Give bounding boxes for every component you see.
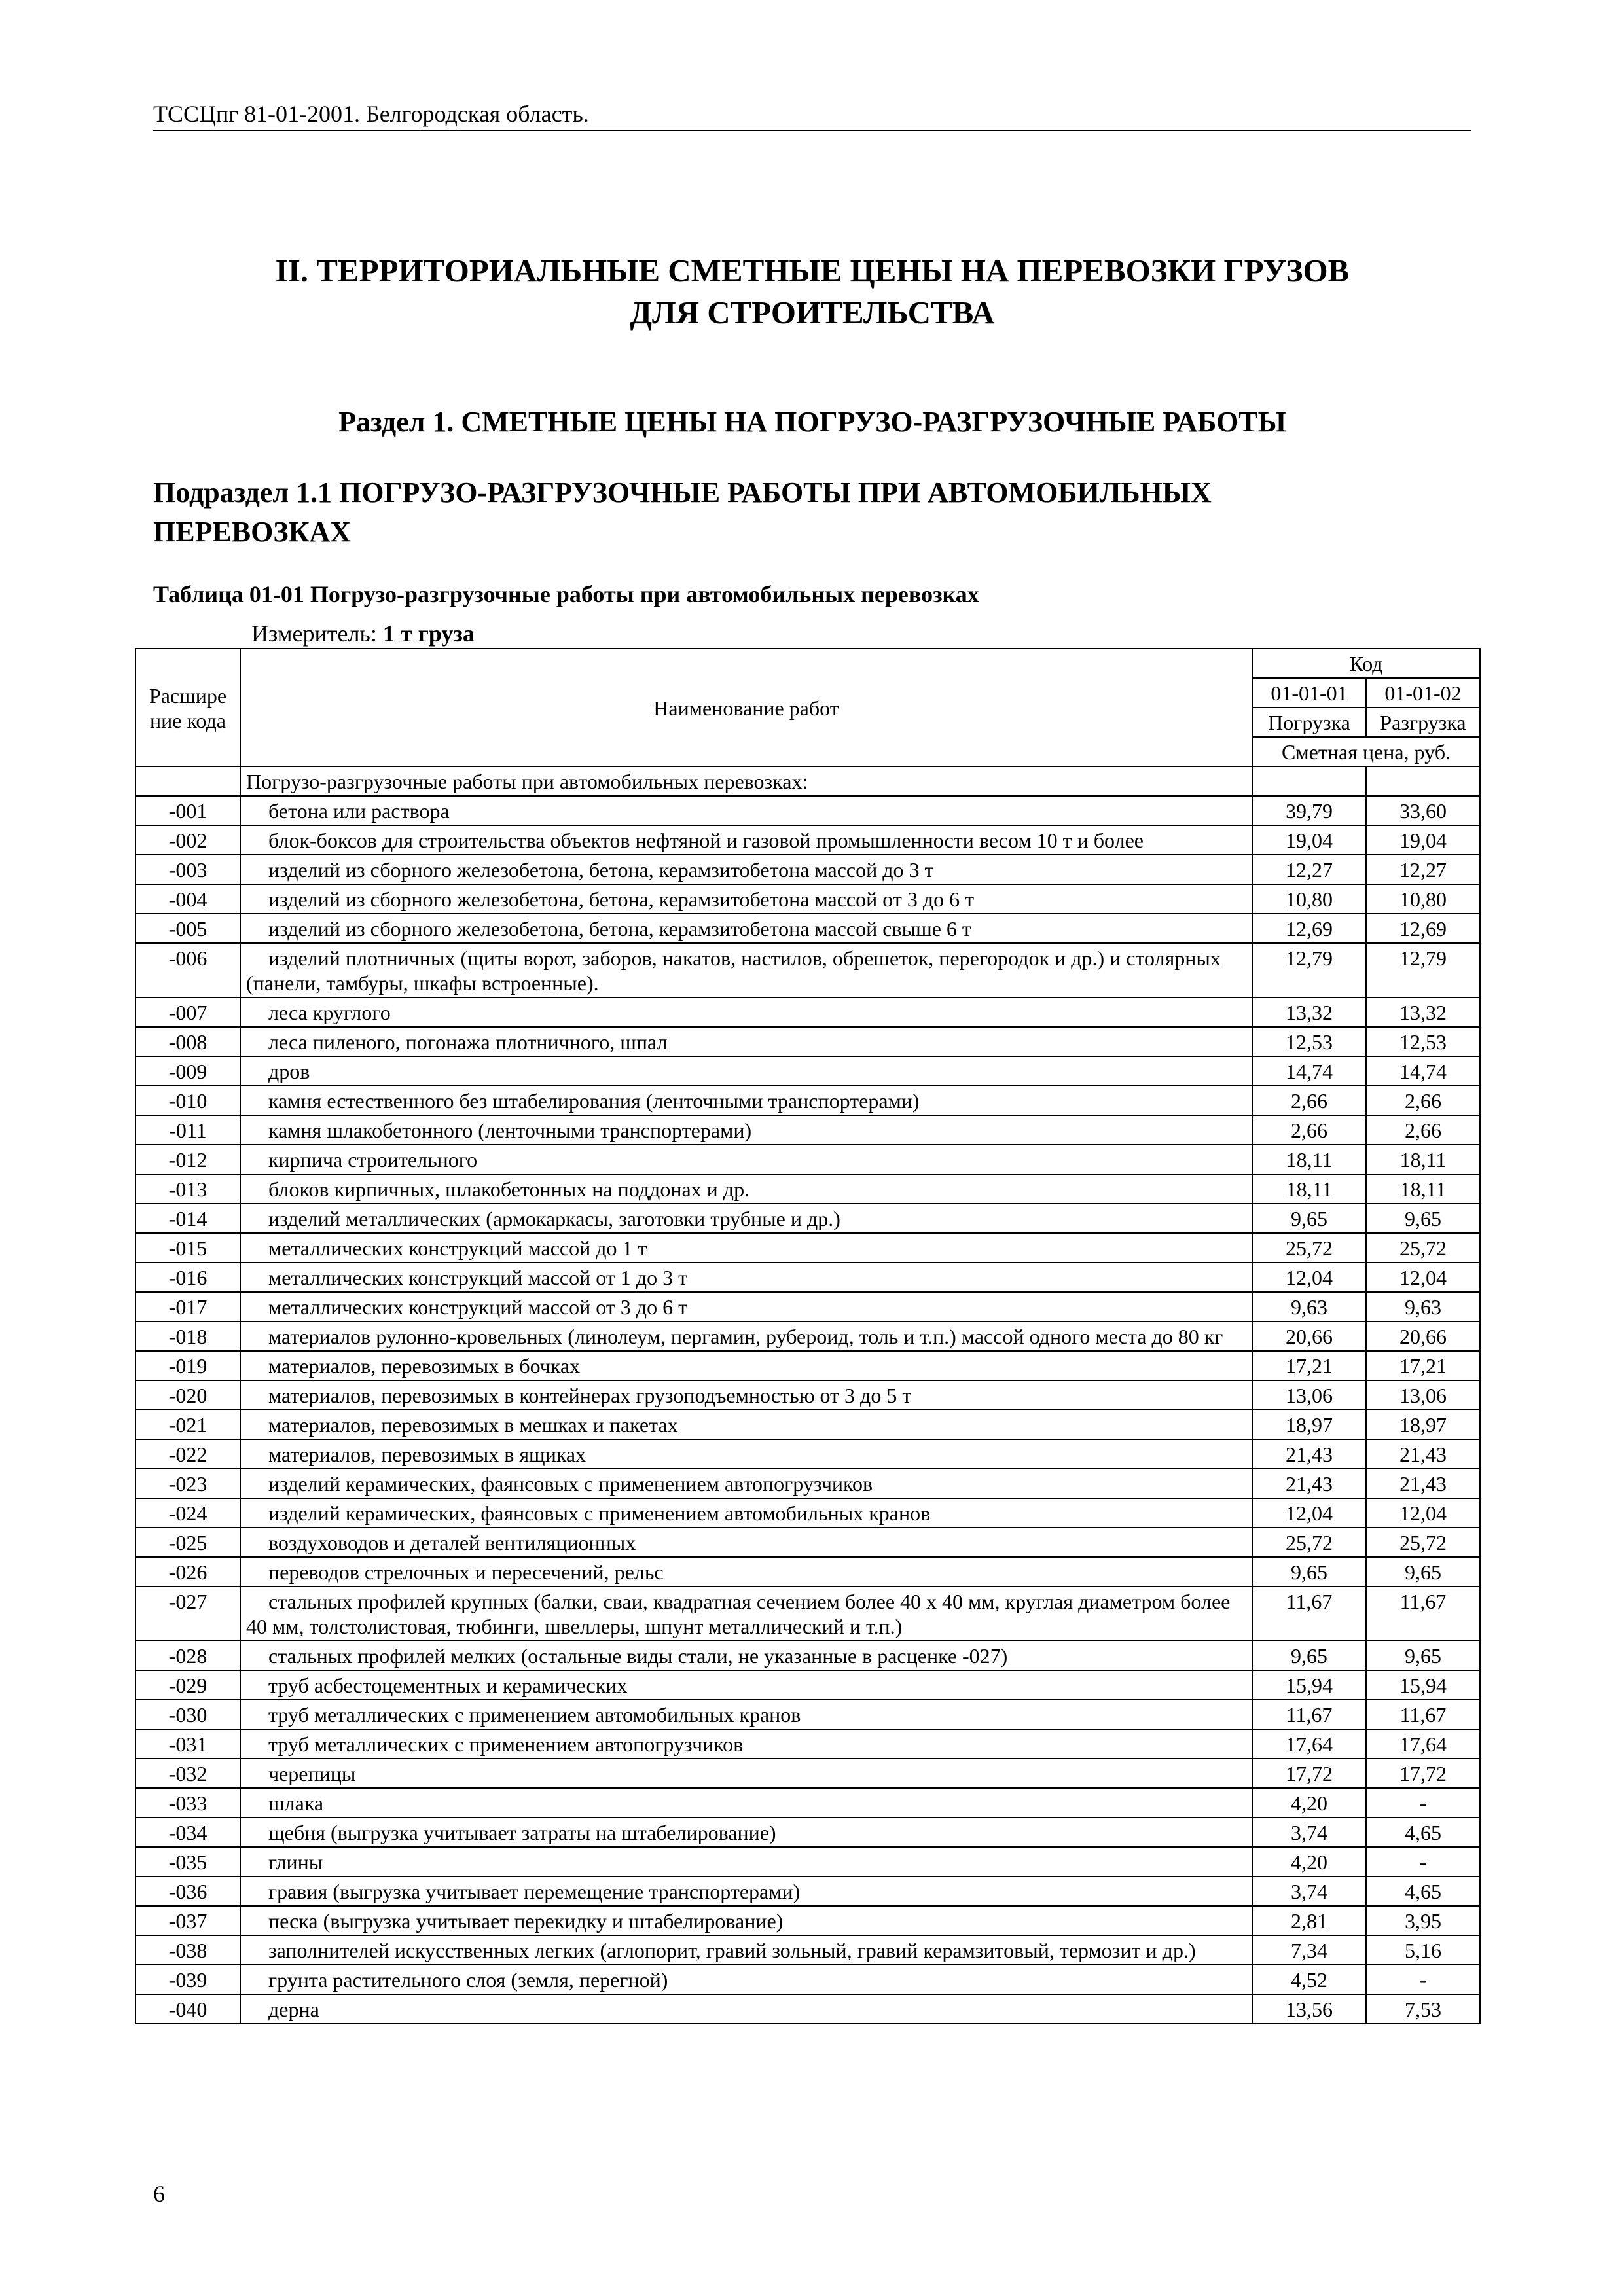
table-row <box>135 1847 1480 1876</box>
row-work-name: дров <box>240 1056 1252 1086</box>
table-row <box>135 1439 1480 1469</box>
row-unloading-price: 19,04 <box>1366 825 1480 855</box>
row-code: -033 <box>135 1788 240 1818</box>
row-code: -032 <box>135 1759 240 1788</box>
row-work-name: шлака <box>240 1788 1252 1818</box>
row-unloading-price: 20,66 <box>1366 1321 1480 1351</box>
row-work-name: бетона или раствора <box>240 796 1252 825</box>
header-loading: Погрузка <box>1252 708 1366 737</box>
row-unloading-price: 3,95 <box>1366 1906 1480 1935</box>
row-unloading-price: 5,16 <box>1366 1935 1480 1965</box>
table-row <box>135 1321 1480 1351</box>
table-body <box>135 766 1480 2024</box>
subsection-title-line2: ПЕРЕВОЗКАХ <box>153 516 352 548</box>
table-row <box>135 1469 1480 1498</box>
row-code: -039 <box>135 1965 240 1994</box>
row-work-name: камня естественного без штабелирования (ленточными транспортерами) <box>240 1086 1252 1115</box>
row-unloading-price: 12,04 <box>1366 1498 1480 1528</box>
row-work-name: металлических конструкций массой от 1 до 3 т <box>240 1263 1252 1292</box>
row-work-name: изделий металлических (армокаркасы, заготовки трубные и др.) <box>240 1204 1252 1233</box>
measure-value: 1 т груза <box>382 620 475 647</box>
table-header <box>135 649 1480 766</box>
table-row <box>135 1729 1480 1759</box>
table-row <box>135 1700 1480 1729</box>
row-code: -035 <box>135 1847 240 1876</box>
row-code: -026 <box>135 1557 240 1587</box>
chapter-title-line1: II. ТЕРРИТОРИАЛЬНЫЕ СМЕТНЫЕ ЦЕНЫ НА ПЕРЕВОЗКИ ГРУЗОВ <box>275 253 1350 289</box>
table-row <box>135 1641 1480 1670</box>
row-unloading-price: 18,11 <box>1366 1145 1480 1174</box>
row-loading-price: 12,79 <box>1252 943 1366 997</box>
row-code: -022 <box>135 1439 240 1469</box>
row-code: -020 <box>135 1380 240 1410</box>
section-title: Раздел 1. СМЕТНЫЕ ЦЕНЫ НА ПОГРУЗО-РАЗГРУЗОЧНЫЕ РАБОТЫ <box>338 406 1286 438</box>
row-code: -002 <box>135 825 240 855</box>
header-code-extension <box>135 649 240 766</box>
row-unloading-price: 10,80 <box>1366 884 1480 914</box>
row-code: -008 <box>135 1027 240 1056</box>
header-unloading: Разгрузка <box>1366 708 1480 737</box>
row-code: -006 <box>135 943 240 997</box>
table-row <box>135 1204 1480 1233</box>
row-work-name: гравия (выгрузка учитывает перемещение транспортерами) <box>240 1876 1252 1906</box>
row-code: -017 <box>135 1292 240 1321</box>
row-work-name: материалов, перевозимых в ящиках <box>240 1439 1252 1469</box>
row-work-name: леса пиленого, погонажа плотничного, шпал <box>240 1027 1252 1056</box>
row-loading-price: 2,66 <box>1252 1115 1366 1145</box>
chapter-title <box>153 250 1471 334</box>
row-work-name: изделий керамических, фаянсовых с применением автопогрузчиков <box>240 1469 1252 1498</box>
row-work-name: материалов рулонно-кровельных (линолеум, пергамин, рубероид, толь и т.п.) массой одного места до 80 кг <box>240 1321 1252 1351</box>
row-work-name: изделий из сборного железобетона, бетона, керамзитобетона массой свыше 6 т <box>240 914 1252 943</box>
row-code: -001 <box>135 796 240 825</box>
row-loading-price: 4,20 <box>1252 1847 1366 1876</box>
row-loading-price: 18,11 <box>1252 1174 1366 1204</box>
row-code: -009 <box>135 1056 240 1086</box>
row-loading-price: 21,43 <box>1252 1469 1366 1498</box>
row-loading-price: 15,94 <box>1252 1670 1366 1700</box>
row-loading-price: 19,04 <box>1252 825 1366 855</box>
header-code: Код <box>1252 649 1480 678</box>
row-unloading-price: 4,65 <box>1366 1818 1480 1847</box>
table-row <box>135 1587 1480 1641</box>
row-unloading-price: 12,79 <box>1366 943 1480 997</box>
header-code-extension-line2: ние кода <box>150 708 226 732</box>
group-load-cell <box>1252 766 1366 796</box>
row-loading-price: 9,65 <box>1252 1557 1366 1587</box>
row-work-name: материалов, перевозимых в контейнерах грузоподъемностью от 3 до 5 т <box>240 1380 1252 1410</box>
row-code: -024 <box>135 1498 240 1528</box>
row-unloading-price: 18,97 <box>1366 1410 1480 1439</box>
row-loading-price: 14,74 <box>1252 1056 1366 1086</box>
row-loading-price: 17,21 <box>1252 1351 1366 1380</box>
row-work-name: воздуховодов и деталей вентиляционных <box>240 1528 1252 1557</box>
row-loading-price: 9,65 <box>1252 1204 1366 1233</box>
row-unloading-price: - <box>1366 1965 1480 1994</box>
row-unloading-price: 7,53 <box>1366 1994 1480 2024</box>
row-work-name: дерна <box>240 1994 1252 2024</box>
row-code: -005 <box>135 914 240 943</box>
row-loading-price: 39,79 <box>1252 796 1366 825</box>
row-loading-price: 25,72 <box>1252 1528 1366 1557</box>
row-loading-price: 13,06 <box>1252 1380 1366 1410</box>
table-row <box>135 1145 1480 1174</box>
measure-label: Измеритель: <box>251 620 377 647</box>
row-loading-price: 2,81 <box>1252 1906 1366 1935</box>
row-code: -015 <box>135 1233 240 1263</box>
row-work-name: заполнителей искусственных легких (аглопорит, гравий зольный, гравий керамзитовый, термозит и др.) <box>240 1935 1252 1965</box>
table-row <box>135 943 1480 997</box>
table-row <box>135 796 1480 825</box>
table-row <box>135 1670 1480 1700</box>
row-loading-price: 18,11 <box>1252 1145 1366 1174</box>
header-code-extension-line1: Расшире <box>149 683 227 708</box>
row-code: -007 <box>135 997 240 1027</box>
row-work-name: грунта растительного слоя (земля, перегной) <box>240 1965 1252 1994</box>
row-work-name: песка (выгрузка учитывает перекидку и штабелирование) <box>240 1906 1252 1935</box>
header-price-note: Сметная цена, руб. <box>1252 737 1480 766</box>
row-unloading-price: 12,69 <box>1366 914 1480 943</box>
measure-unit <box>251 619 475 648</box>
row-work-name: изделий из сборного железобетона, бетона, керамзитобетона массой от 3 до 6 т <box>240 884 1252 914</box>
table-row <box>135 1498 1480 1528</box>
row-loading-price: 4,20 <box>1252 1788 1366 1818</box>
row-code: -030 <box>135 1700 240 1729</box>
row-loading-price: 12,27 <box>1252 855 1366 884</box>
row-code: -040 <box>135 1994 240 2024</box>
row-work-name: черепицы <box>240 1759 1252 1788</box>
table-row <box>135 1994 1480 2024</box>
row-code: -028 <box>135 1641 240 1670</box>
row-unloading-price: 25,72 <box>1366 1233 1480 1263</box>
row-loading-price: 12,53 <box>1252 1027 1366 1056</box>
row-code: -016 <box>135 1263 240 1292</box>
row-unloading-price: 2,66 <box>1366 1086 1480 1115</box>
row-unloading-price: 9,65 <box>1366 1204 1480 1233</box>
table-row <box>135 884 1480 914</box>
row-work-name: металлических конструкций массой до 1 т <box>240 1233 1252 1263</box>
row-loading-price: 17,72 <box>1252 1759 1366 1788</box>
row-unloading-price: 21,43 <box>1366 1469 1480 1498</box>
row-unloading-price: - <box>1366 1788 1480 1818</box>
subsection-title <box>153 473 1397 552</box>
table-row <box>135 1233 1480 1263</box>
table-row <box>135 1876 1480 1906</box>
row-work-name: материалов, перевозимых в мешках и пакетах <box>240 1410 1252 1439</box>
table-row <box>135 914 1480 943</box>
row-loading-price: 9,63 <box>1252 1292 1366 1321</box>
table-row <box>135 1115 1480 1145</box>
subsection-title-line1: Подраздел 1.1 ПОГРУЗО-РАЗГРУЗОЧНЫЕ РАБОТЫ ПРИ АВТОМОБИЛЬНЫХ <box>153 476 1212 509</box>
table-row <box>135 825 1480 855</box>
row-work-name: изделий плотничных (щиты ворот, заборов, накатов, настилов, обрешеток, перегородок и др.) и столярных (панели, тамбуры, шкафы встроенные). <box>240 943 1252 997</box>
row-unloading-price: 15,94 <box>1366 1670 1480 1700</box>
table-row <box>135 1086 1480 1115</box>
row-unloading-price: 11,67 <box>1366 1587 1480 1641</box>
running-header: ТССЦпг 81-01-2001. Белгородская область. <box>153 99 1471 131</box>
row-work-name: камня шлакобетонного (ленточными транспортерами) <box>240 1115 1252 1145</box>
row-unloading-price: 17,64 <box>1366 1729 1480 1759</box>
row-unloading-price: 12,27 <box>1366 855 1480 884</box>
row-loading-price: 13,32 <box>1252 997 1366 1027</box>
row-work-name: труб металлических с применением автопогрузчиков <box>240 1729 1252 1759</box>
table-caption: Таблица 01-01 Погрузо-разгрузочные работы при автомобильных перевозках <box>153 581 979 607</box>
row-work-name: изделий керамических, фаянсовых с применением автомобильных кранов <box>240 1498 1252 1528</box>
row-code: -031 <box>135 1729 240 1759</box>
price-table <box>135 648 1481 2024</box>
row-unloading-price: 17,72 <box>1366 1759 1480 1788</box>
row-work-name: кирпича строительного <box>240 1145 1252 1174</box>
row-loading-price: 2,66 <box>1252 1086 1366 1115</box>
row-unloading-price: 18,11 <box>1366 1174 1480 1204</box>
row-code: -003 <box>135 855 240 884</box>
row-unloading-price: 13,06 <box>1366 1380 1480 1410</box>
row-code: -010 <box>135 1086 240 1115</box>
row-loading-price: 12,04 <box>1252 1263 1366 1292</box>
table-row <box>135 997 1480 1027</box>
group-row <box>135 766 1480 796</box>
row-loading-price: 17,64 <box>1252 1729 1366 1759</box>
row-loading-price: 11,67 <box>1252 1700 1366 1729</box>
row-unloading-price: 9,65 <box>1366 1641 1480 1670</box>
header-code-01-01-02: 01-01-02 <box>1366 678 1480 708</box>
row-loading-price: 9,65 <box>1252 1641 1366 1670</box>
header-code-01-01-01: 01-01-01 <box>1252 678 1366 708</box>
row-work-name: блоков кирпичных, шлакобетонных на поддонах и др. <box>240 1174 1252 1204</box>
row-loading-price: 3,74 <box>1252 1818 1366 1847</box>
table-row <box>135 855 1480 884</box>
row-code: -018 <box>135 1321 240 1351</box>
row-unloading-price: 17,21 <box>1366 1351 1480 1380</box>
row-work-name: переводов стрелочных и пересечений, рельс <box>240 1557 1252 1587</box>
header-work-name: Наименование работ <box>240 649 1252 766</box>
row-loading-price: 10,80 <box>1252 884 1366 914</box>
table-row <box>135 1965 1480 1994</box>
table-row <box>135 1906 1480 1935</box>
row-loading-price: 12,04 <box>1252 1498 1366 1528</box>
table-row <box>135 1935 1480 1965</box>
row-unloading-price: - <box>1366 1847 1480 1876</box>
page-number: 6 <box>153 2181 165 2207</box>
row-loading-price: 12,69 <box>1252 914 1366 943</box>
table-row <box>135 1351 1480 1380</box>
group-unload-cell <box>1366 766 1480 796</box>
row-loading-price: 4,52 <box>1252 1965 1366 1994</box>
row-unloading-price: 9,63 <box>1366 1292 1480 1321</box>
table-row <box>135 1788 1480 1818</box>
row-unloading-price: 11,67 <box>1366 1700 1480 1729</box>
table-row <box>135 1818 1480 1847</box>
row-work-name: металлических конструкций массой от 3 до 6 т <box>240 1292 1252 1321</box>
row-loading-price: 21,43 <box>1252 1439 1366 1469</box>
row-loading-price: 13,56 <box>1252 1994 1366 2024</box>
row-code: -036 <box>135 1876 240 1906</box>
row-code: -013 <box>135 1174 240 1204</box>
chapter-title-line2: ДЛЯ СТРОИТЕЛЬСТВА <box>630 295 995 331</box>
row-unloading-price: 12,53 <box>1366 1027 1480 1056</box>
table-row <box>135 1557 1480 1587</box>
table-row <box>135 1410 1480 1439</box>
table-row <box>135 1528 1480 1557</box>
row-code: -027 <box>135 1587 240 1641</box>
row-loading-price: 25,72 <box>1252 1233 1366 1263</box>
row-code: -019 <box>135 1351 240 1380</box>
row-code: -004 <box>135 884 240 914</box>
row-unloading-price: 21,43 <box>1366 1439 1480 1469</box>
row-loading-price: 18,97 <box>1252 1410 1366 1439</box>
row-work-name: стальных профилей крупных (балки, сваи, квадратная сечением более 40 х 40 мм, круглая диаметром более 40 мм, толстолистовая, тюбинги, швеллеры, шпунт металлический и т.п.) <box>240 1587 1252 1641</box>
table-row <box>135 1056 1480 1086</box>
row-loading-price: 11,67 <box>1252 1587 1366 1641</box>
row-work-name: леса круглого <box>240 997 1252 1027</box>
row-loading-price: 20,66 <box>1252 1321 1366 1351</box>
row-code: -025 <box>135 1528 240 1557</box>
table-row <box>135 1292 1480 1321</box>
row-code: -014 <box>135 1204 240 1233</box>
row-work-name: блок-боксов для строительства объектов нефтяной и газовой промышленности весом 10 т и более <box>240 825 1252 855</box>
row-work-name: щебня (выгрузка учитывает затраты на штабелирование) <box>240 1818 1252 1847</box>
row-code: -037 <box>135 1906 240 1935</box>
row-work-name: глины <box>240 1847 1252 1876</box>
table-row <box>135 1174 1480 1204</box>
row-unloading-price: 14,74 <box>1366 1056 1480 1086</box>
row-code: -038 <box>135 1935 240 1965</box>
row-work-name: труб асбестоцементных и керамических <box>240 1670 1252 1700</box>
row-work-name: материалов, перевозимых в бочках <box>240 1351 1252 1380</box>
row-code: -023 <box>135 1469 240 1498</box>
group-label: Погрузо-разгрузочные работы при автомобильных перевозках: <box>240 766 1252 796</box>
row-loading-price: 3,74 <box>1252 1876 1366 1906</box>
group-code-cell <box>135 766 240 796</box>
row-code: -011 <box>135 1115 240 1145</box>
row-unloading-price: 33,60 <box>1366 796 1480 825</box>
row-code: -034 <box>135 1818 240 1847</box>
row-work-name: стальных профилей мелких (остальные виды стали, не указанные в расценке -027) <box>240 1641 1252 1670</box>
table-row <box>135 1759 1480 1788</box>
row-unloading-price: 2,66 <box>1366 1115 1480 1145</box>
row-unloading-price: 9,65 <box>1366 1557 1480 1587</box>
row-code: -021 <box>135 1410 240 1439</box>
row-code: -012 <box>135 1145 240 1174</box>
row-unloading-price: 12,04 <box>1366 1263 1480 1292</box>
row-unloading-price: 4,65 <box>1366 1876 1480 1906</box>
table-row <box>135 1027 1480 1056</box>
row-unloading-price: 13,32 <box>1366 997 1480 1027</box>
row-unloading-price: 25,72 <box>1366 1528 1480 1557</box>
row-loading-price: 7,34 <box>1252 1935 1366 1965</box>
table-row <box>135 1380 1480 1410</box>
row-work-name: труб металлических с применением автомобильных кранов <box>240 1700 1252 1729</box>
row-code: -029 <box>135 1670 240 1700</box>
row-work-name: изделий из сборного железобетона, бетона, керамзитобетона массой до 3 т <box>240 855 1252 884</box>
table-row <box>135 1263 1480 1292</box>
